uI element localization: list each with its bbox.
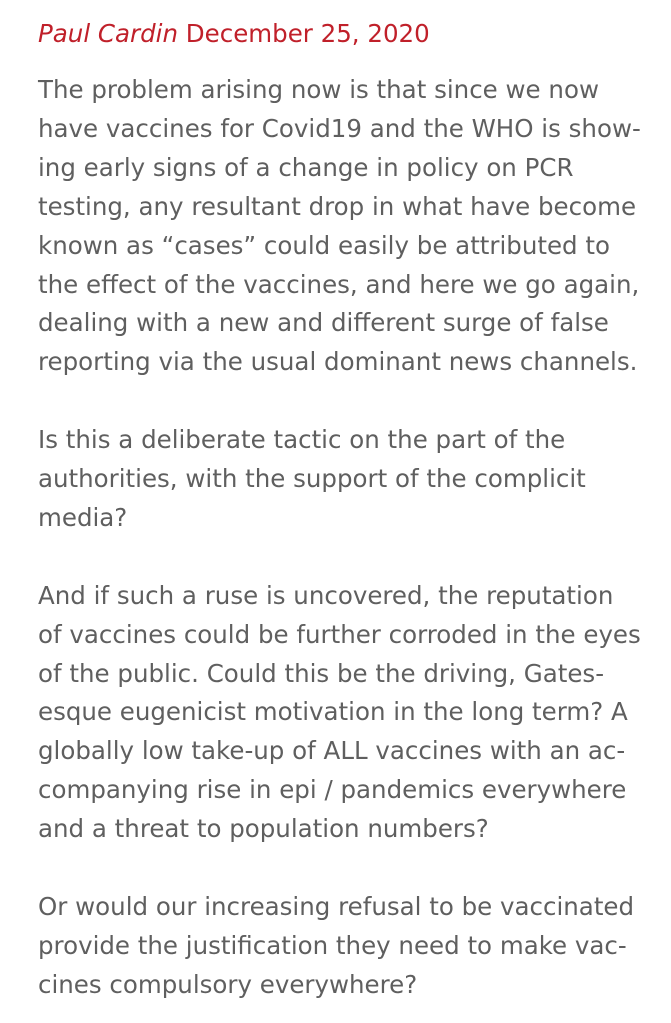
text-line: media? — [38, 502, 128, 532]
text-line: reporting via the usual dominant news channels. — [38, 347, 638, 377]
text-line: globally low take-up of ALL vaccines with an ac- — [38, 736, 626, 766]
text-line: have vaccines for Covid19 and the WHO is show- — [38, 113, 641, 143]
comment-paragraph-1 — [38, 71, 641, 382]
comment-paragraph-4 — [38, 888, 635, 1005]
text-line: known as “cases” could easily be attributed to — [38, 230, 610, 260]
text-line: dealing with a new and different surge of false — [38, 308, 609, 338]
text-line: and a threat to population numbers? — [38, 814, 489, 844]
text-line: esque eugenicist motivation in the long term? A — [38, 697, 628, 727]
text-line: of vaccines could be further corroded in the eyes — [38, 619, 641, 649]
text-line: cines compulsory everywhere? — [38, 969, 418, 999]
comment-header — [38, 14, 635, 54]
text-line: provide the justification they need to make vac- — [38, 930, 627, 960]
text-line: authorities, with the support of the complicit — [38, 464, 586, 494]
comment-paragraph-3 — [38, 577, 641, 849]
text-line: Or would our increasing refusal to be vaccinated — [38, 891, 635, 921]
text-line: companying rise in epi / pandemics everywhere — [38, 775, 627, 805]
text-line: the effect of the vaccines, and here we go again, — [38, 269, 640, 299]
comment-author[interactable]: Paul Cardin — [38, 19, 178, 48]
text-line: The problem arising now is that since we now — [38, 75, 599, 104]
text-line: ing early signs of a change in policy on PCR — [38, 152, 574, 182]
text-line: And if such a ruse is uncovered, the reputation — [38, 580, 614, 610]
comment-paragraph-2 — [38, 421, 635, 538]
text-line: Is this a deliberate tactic on the part of the — [38, 425, 566, 455]
text-line: testing, any resultant drop in what have become — [38, 191, 637, 221]
comment-date: December 25, 2020 — [185, 19, 430, 48]
text-line: of the public. Could this be the driving, Gates- — [38, 658, 605, 688]
